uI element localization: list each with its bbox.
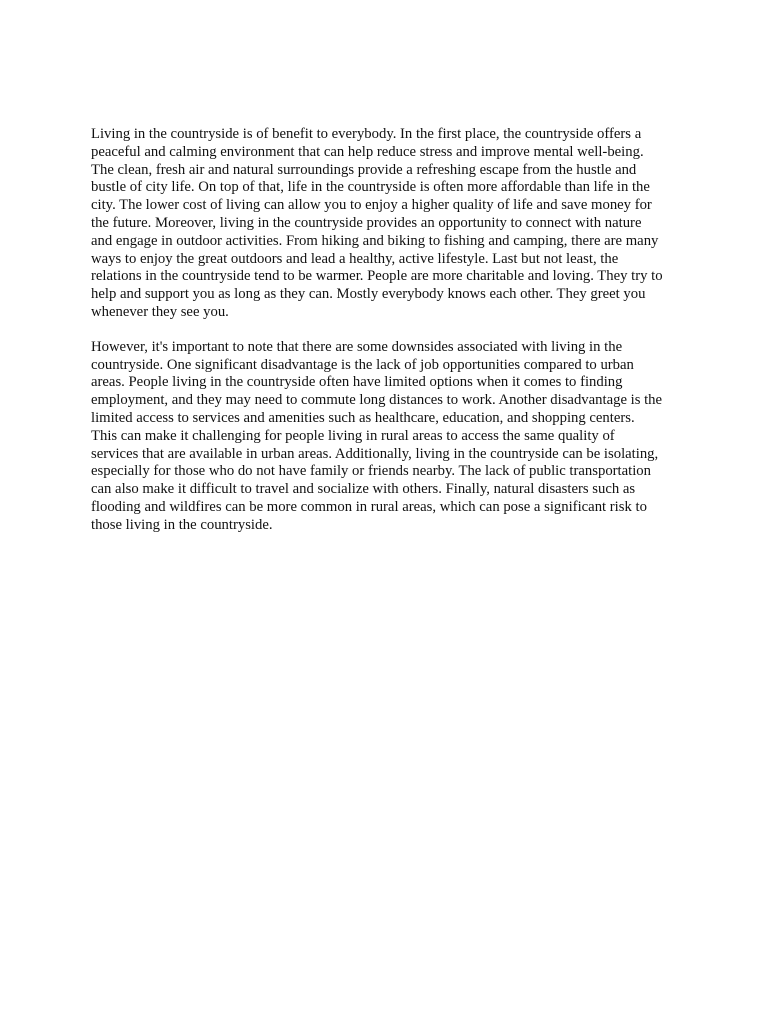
text-line: limited access to services and amenities such as healthcare, education, and shopping centers. [91, 409, 635, 426]
text-line: especially for those who do not have family or friends nearby. The lack of public transportation [91, 463, 651, 480]
document-body [91, 126, 683, 552]
text-line: peaceful and calming environment that can help reduce stress and improve mental well-being. [91, 143, 644, 160]
text-line: bustle of city life. On top of that, life in the countryside is often more affordable than life in the [91, 179, 650, 196]
paragraph-2 [91, 339, 683, 535]
text-line: This can make it challenging for people living in rural areas to access the same quality of [91, 427, 615, 444]
text-line: help and support you as long as they can. Mostly everybody knows each other. They greet you [91, 286, 646, 303]
paragraph-1 [91, 126, 683, 322]
text-line: whenever they see you. [91, 303, 229, 320]
text-line: the future. Moreover, living in the countryside provides an opportunity to connect with nature [91, 214, 642, 231]
text-line: ways to enjoy the great outdoors and lead a healthy, active lifestyle. Last but not least, the [91, 250, 619, 267]
text-line: services that are available in urban areas. Additionally, living in the countryside can be isolating, [91, 445, 659, 462]
text-line: those living in the countryside. [91, 516, 273, 533]
text-line: areas. People living in the countryside often have limited options when it comes to finding [91, 374, 623, 391]
text-line: flooding and wildfires can be more common in rural areas, which can pose a significant risk to [91, 498, 647, 515]
text-line: countryside. One significant disadvantage is the lack of job opportunities compared to urban [91, 356, 634, 373]
text-line: However, it's important to note that there are some downsides associated with living in the [91, 338, 623, 355]
text-line: and engage in outdoor activities. From hiking and biking to fishing and camping, there are many [91, 232, 659, 249]
text-line: employment, and they may need to commute long distances to work. Another disadvantage is the [91, 392, 663, 409]
text-line: can also make it difficult to travel and socialize with others. Finally, natural disasters such as [91, 481, 636, 498]
text-line: The clean, fresh air and natural surroundings provide a refreshing escape from the hustle and [91, 161, 637, 178]
text-line: Living in the countryside is of benefit to everybody. In the first place, the countryside offers a [91, 126, 642, 142]
text-line: city. The lower cost of living can allow you to enjoy a higher quality of life and save money for [91, 197, 652, 214]
text-line: relations in the countryside tend to be warmer. People are more charitable and loving. They try to [91, 268, 663, 285]
